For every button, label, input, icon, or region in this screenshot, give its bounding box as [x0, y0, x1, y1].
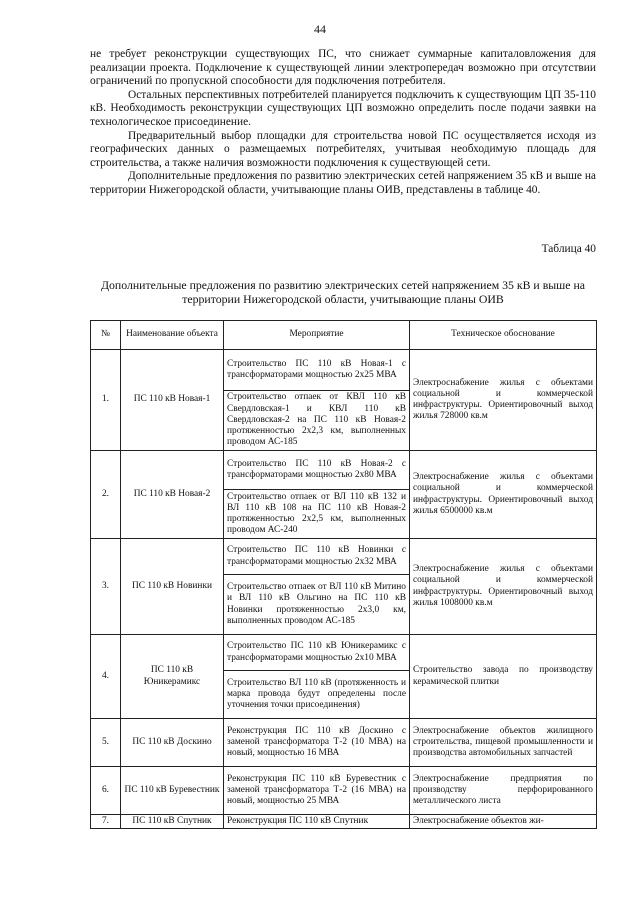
- row-measure: Строительство ПС 110 кВ Юникерамикс с трансформаторами мощностью 2x10 МВА: [224, 635, 410, 671]
- row-object: ПС 110 кВ Буревестник: [121, 767, 224, 815]
- row-number: 3.: [91, 539, 121, 635]
- paragraph: Предварительный выбор площадки для строительства новой ПС осуществляется исходя из географических данных о размещаемых потребителях, учитывая необходимую площадь для строительства, а также наличия возможности подключения к существующей сети.: [90, 129, 596, 169]
- header-measure: Мероприятие: [224, 321, 410, 350]
- row-measure: Реконструкция ПС 110 кВ Буревестник с заменой трансформатора Т-2 (16 МВА) на новый, мощностью 25 МВА: [224, 767, 410, 815]
- row-measure: Реконструкция ПС 110 кВ Доскино с заменой трансформатора Т-2 (10 МВА) на новый, мощностью 16 МВА: [224, 719, 410, 767]
- row-measure: Строительство ПС 110 кВ Новинки с трансформаторами мощностью 2x32 МВА: [224, 539, 410, 575]
- row-number: 7.: [91, 815, 121, 829]
- row-number: 5.: [91, 719, 121, 767]
- header-number: №: [91, 321, 121, 350]
- row-justification: Электроснабжение жилья с объектами социальной и коммерческой инфраструктуры. Ориентировочный выход жилья 728000 кв.м: [410, 350, 597, 451]
- paragraph: Остальных перспективных потребителей планируется подключить к существующим ЦП 35-110 кВ. Необходимость реконструкции существующих ЦП возможно определить после подачи заявки на технологическое присоединение.: [90, 88, 596, 128]
- row-justification: Электроснабжение объектов жи-: [410, 815, 597, 829]
- row-object: ПС 110 кВ Новая-1: [121, 350, 224, 451]
- table-header-row: [91, 321, 597, 350]
- table-row: [91, 635, 597, 671]
- row-object: ПС 110 кВ Доскино: [121, 719, 224, 767]
- body-text: [90, 48, 596, 198]
- row-number: 6.: [91, 767, 121, 815]
- row-measure: Реконструкция ПС 110 кВ Спутник: [224, 815, 410, 829]
- row-object: ПС 110 кВ Новая-2: [121, 451, 224, 539]
- page-number: 44: [314, 22, 326, 36]
- row-measure: Строительство отпаек от КВЛ 110 кВ Свердловская-1 и КВЛ 110 кВ Свердловская-2 на ПС 110 кВ Новая-2 протяженностью 2x2,3 км, выполненных проводом АС-185: [224, 391, 410, 451]
- table-label: Таблица 40: [541, 243, 596, 255]
- row-measure: Строительство ВЛ 110 кВ (протяженность и марка провода будут определены после уточнения точки присоединения): [224, 671, 410, 719]
- row-object: ПС 110 кВ Юникерамикс: [121, 635, 224, 719]
- header-object: Наименование объекта: [121, 321, 224, 350]
- row-measure: Строительство отпаек от ВЛ 110 кВ 132 и ВЛ 110 кВ 108 на ПС 110 кВ Новая-2 протяженностью 2x2,5 км, выполненных проводом АС-240: [224, 490, 410, 539]
- table-row: [91, 451, 597, 490]
- row-justification: Электроснабжение жилья с объектами социальной и коммерческой инфраструктуры. Ориентировочный выход жилья 6500000 кв.м: [410, 451, 597, 539]
- table-title: Дополнительные предложения по развитию электрических сетей напряжением 35 кВ и выше на территории Нижегородской области, учитывающие планы ОИВ: [100, 278, 586, 306]
- table-row: [91, 539, 597, 575]
- row-justification: Электроснабжение объектов жилищного строительства, пищевой промышленности и производства автомобильных запчастей: [410, 719, 597, 767]
- table-row: [91, 719, 597, 767]
- row-object: ПС 110 кВ Спутник: [121, 815, 224, 829]
- row-number: 1.: [91, 350, 121, 451]
- paragraph: Дополнительные предложения по развитию электрических сетей напряжением 35 кВ и выше на территории Нижегородской области, учитывающие планы ОИВ, представлены в таблице 40.: [90, 170, 596, 196]
- row-justification: Строительство завода по производству керамической плитки: [410, 635, 597, 719]
- row-number: 2.: [91, 451, 121, 539]
- paragraph: не требует реконструкции существующих ПС, что снижает суммарные капиталовложения для реализации проекта. Подключение к существующей линии электропередач возможно при отсутствии ограничений по пропускной способности для подключения потребителя.: [90, 48, 596, 88]
- row-object: ПС 110 кВ Новинки: [121, 539, 224, 635]
- row-measure: Строительство отпаек от ВЛ 110 кВ Митино и ВЛ 110 кВ Ольгино на ПС 110 кВ Новинки протяженностью 2x3,0 км, выполненных проводом АС-185: [224, 575, 410, 635]
- row-measure: Строительство ПС 110 кВ Новая-2 с трансформаторами мощностью 2x80 МВА: [224, 451, 410, 490]
- row-justification: Электроснабжение жилья с объектами социальной и коммерческой инфраструктуры. Ориентировочный выход жилья 1008000 кв.м: [410, 539, 597, 635]
- header-justification: Техническое обоснование: [410, 321, 597, 350]
- row-justification: Электроснабжение предприятия по производству перфорированного металлического листа: [410, 767, 597, 815]
- measures-table: [90, 320, 597, 829]
- table-row: [91, 815, 597, 829]
- row-number: 4.: [91, 635, 121, 719]
- table-row: [91, 767, 597, 815]
- row-measure: Строительство ПС 110 кВ Новая-1 с трансформаторами мощностью 2x25 МВА: [224, 350, 410, 391]
- table-row: [91, 350, 597, 391]
